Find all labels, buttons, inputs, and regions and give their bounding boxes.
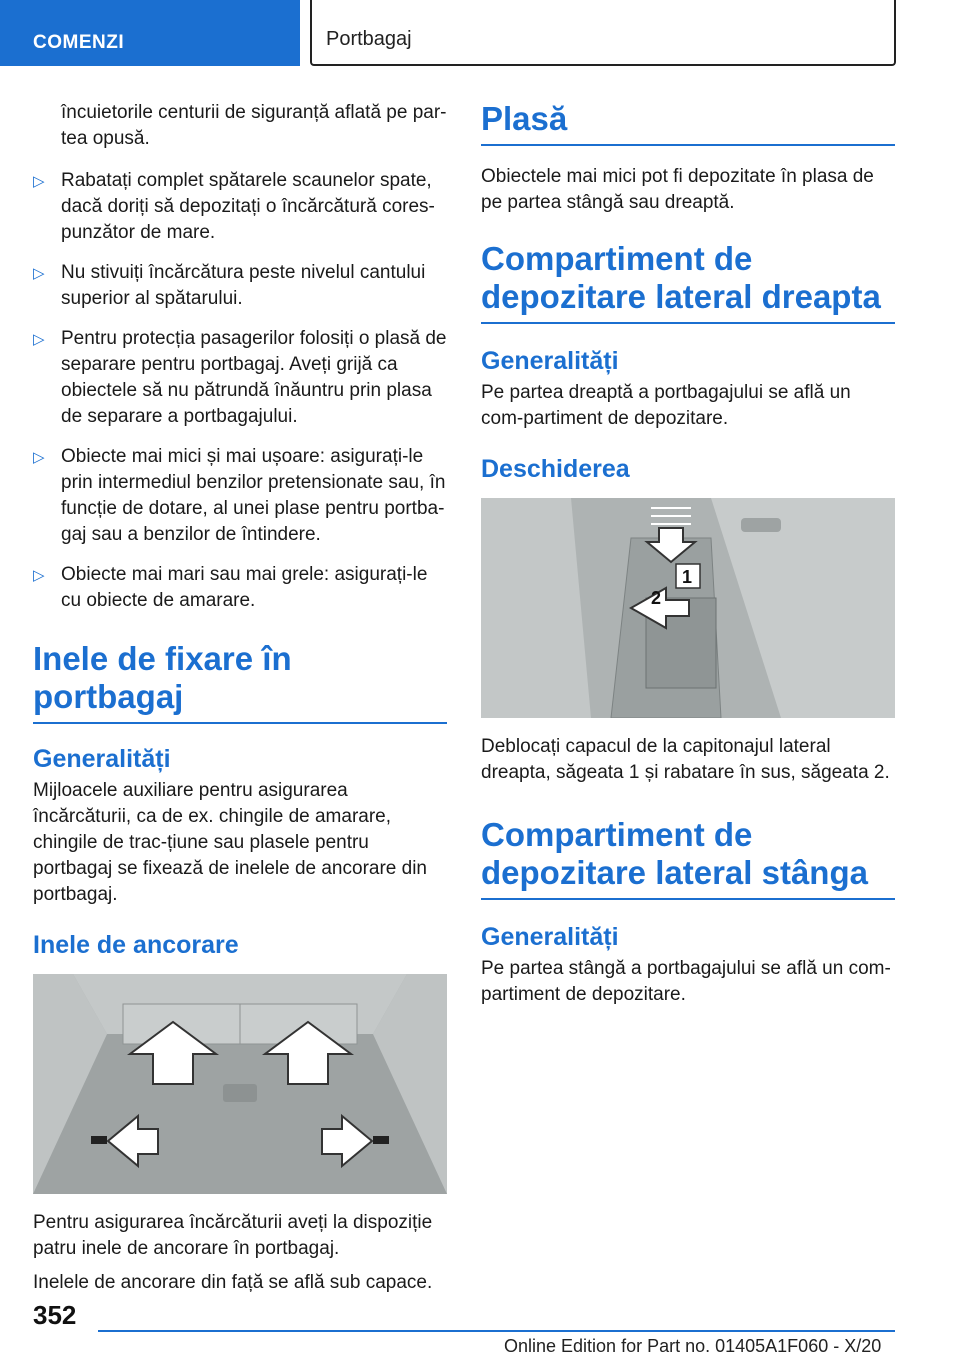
opening-text: Deblocați capacul de la capitonajul lateral dreapta, săgeata 1 și rabatare în sus, săgeata 2. bbox=[481, 736, 890, 783]
list-item: ▷ Nu stivuiți încărcătura peste nivelul cantului superior al spătarului. bbox=[33, 262, 426, 309]
chapter-tab[interactable] bbox=[0, 0, 300, 66]
rings-text-2: Inelele de ancorare din față se află sub capace. bbox=[33, 1272, 433, 1293]
arrow-1-label: 1 bbox=[682, 567, 693, 587]
topic-header bbox=[310, 0, 896, 66]
footer-divider bbox=[98, 1330, 895, 1332]
list-item: ▷ Pentru protecția pasagerilor folosiți o plasă de separare pentru portbagaj. Aveți grijă ca obiectele să nu pătrundă înăuntru prin plasa de separare a portbagajului. bbox=[33, 328, 447, 427]
list-item: ▷ Obiecte mai mici și mai ușoare: asigurați-le prin intermediul benzilor pretensionate sau, în funcție de dotare, al unei plase pentru portba-gaj sau a benzilor de întindere. bbox=[33, 446, 446, 545]
loading-tips-list bbox=[33, 168, 447, 614]
net-text: Obiectele mai mici pot fi depozitate în plasa de pe partea stângă sau dreaptă. bbox=[481, 166, 874, 213]
arrow-2-label: 2 bbox=[651, 588, 662, 608]
page-number: 352 bbox=[33, 1300, 77, 1330]
bullet-triangle-icon: ▷ bbox=[33, 173, 45, 190]
list-item: ▷ Rabatați complet spătarele scaunelor spate, dacă doriți să depozitați o încărcătură cores-punzător de mare. bbox=[33, 170, 435, 243]
opening-heading: Deschiderea bbox=[481, 455, 630, 483]
section-title-net: Plasă bbox=[481, 100, 895, 146]
left-general-heading: Generalități bbox=[481, 923, 619, 951]
compartment-opening-figure bbox=[481, 498, 895, 718]
rings-text-1: Pentru asigurarea încărcăturii aveți la dispoziție patru inele de ancorare în portbagaj. bbox=[33, 1212, 433, 1259]
left-column bbox=[33, 100, 447, 1310]
section-title-right-compartment: Compartiment de depozitare lateral dreapta bbox=[481, 240, 895, 324]
intro-continuation: încuietorile centurii de siguranță aflată pe par-tea opusă. bbox=[61, 102, 447, 149]
bullet-triangle-icon: ▷ bbox=[33, 449, 45, 466]
bullet-triangle-icon: ▷ bbox=[33, 567, 45, 584]
bullet-triangle-icon: ▷ bbox=[33, 331, 45, 348]
trunk-rings-figure bbox=[33, 974, 447, 1194]
bullet-triangle-icon: ▷ bbox=[33, 265, 45, 282]
list-item: ▷ Obiecte mai mari sau mai grele: asigurați-le cu obiecte de amarare. bbox=[33, 564, 428, 611]
footer-edition: Online Edition for Part no. 01405A1F060 - X/20 bbox=[504, 1336, 882, 1356]
section-title-rings: Inele de fixare în portbagaj bbox=[33, 640, 447, 724]
right-column bbox=[481, 100, 895, 1022]
chapter-label: COMENZI bbox=[33, 32, 125, 53]
section-title-left-compartment: Compartiment de depozitare lateral stânga bbox=[481, 816, 895, 900]
left-general-text: Pe partea stângă a portbagajului se află un com-partiment de depozitare. bbox=[481, 958, 891, 1005]
general-heading: Generalități bbox=[33, 745, 171, 773]
rings-heading: Inele de ancorare bbox=[33, 931, 239, 959]
general-text: Mijloacele auxiliare pentru asigurarea încărcăturii, ca de ex. chingile de amarare, chingile de trac-țiune sau plasele pentru portbagaj se fixează de inelele de ancorare din portbagaj. bbox=[33, 780, 427, 905]
right-general-text: Pe partea dreaptă a portbagajului se află un com-partiment de depozitare. bbox=[481, 382, 851, 429]
right-general-heading: Generalități bbox=[481, 347, 619, 375]
topic-label: Portbagaj bbox=[326, 28, 412, 50]
